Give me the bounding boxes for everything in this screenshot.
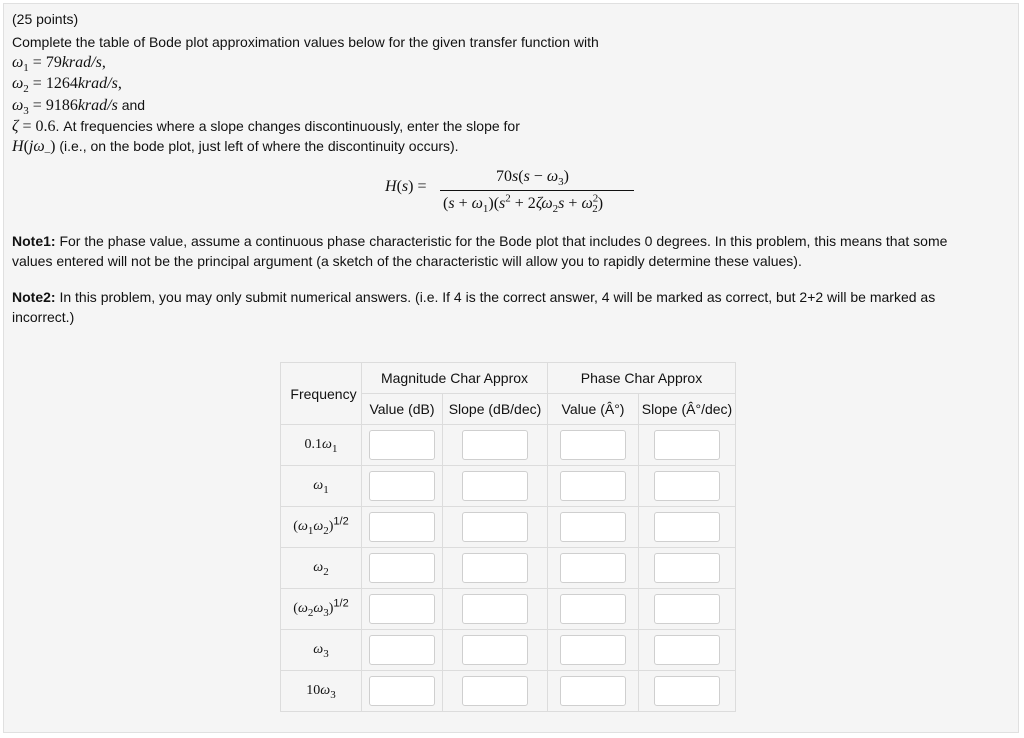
mag-value-input[interactable] bbox=[369, 676, 435, 706]
phase-slope-input[interactable] bbox=[654, 430, 720, 460]
freq-label-0p1-omega1: $0.1\omega_1$ bbox=[281, 425, 362, 466]
phase-value-input[interactable] bbox=[560, 676, 626, 706]
exponent-half: 1/2 bbox=[333, 515, 349, 528]
mag-slope-input[interactable] bbox=[462, 430, 528, 460]
transfer-function-lhs: H(s) = bbox=[385, 178, 427, 195]
table-row bbox=[281, 507, 736, 548]
phase-header: Phase Char Approx bbox=[548, 363, 736, 394]
omega1-value: 79 bbox=[45, 54, 62, 71]
mag-slope-input[interactable] bbox=[462, 594, 528, 624]
note2-label: Note2: bbox=[12, 289, 56, 305]
phase-slope-header: Slope (Â°/dec) bbox=[639, 394, 736, 425]
magnitude-header: Magnitude Char Approx bbox=[362, 363, 548, 394]
fraction-bar bbox=[440, 190, 634, 191]
phase-value-input[interactable] bbox=[560, 430, 626, 460]
mag-slope-input[interactable] bbox=[462, 635, 528, 665]
omega2-definition: $\omega_2$ = 1264krad/s, bbox=[12, 75, 122, 96]
slope-note-2: (i.e., on the bode plot, just left of where the discontinuity occurs). bbox=[55, 138, 459, 154]
exponent-half: 1/2 bbox=[333, 597, 349, 610]
freq-label-omega3: $\omega_3$ bbox=[281, 630, 362, 671]
mag-slope-input[interactable] bbox=[462, 553, 528, 583]
phase-slope-input[interactable] bbox=[654, 594, 720, 624]
bode-table bbox=[280, 362, 736, 712]
omega2-unit: krad/s bbox=[77, 75, 118, 92]
phase-value-input[interactable] bbox=[560, 594, 626, 624]
freq-label-sqrt-omega2-omega3: $(\omega_2\omega_3)^{1/2}$ bbox=[281, 589, 362, 630]
transfer-function-denominator: $(s + \omega_1)(s^2 + 2\zeta\omega_2s + \omega^2_2)$ bbox=[443, 192, 604, 216]
mag-value-input[interactable] bbox=[369, 553, 435, 583]
table-row bbox=[281, 466, 736, 507]
freq-label-omega2: $\omega_2$ bbox=[281, 548, 362, 589]
mag-value-header: Value (dB) bbox=[362, 394, 443, 425]
numerator-coef: 70 bbox=[496, 168, 512, 185]
phase-slope-input[interactable] bbox=[654, 512, 720, 542]
omega1-unit: krad/s bbox=[61, 54, 102, 71]
omega2-value: 1264 bbox=[45, 75, 78, 92]
mag-slope-header: Slope (dB/dec) bbox=[443, 394, 548, 425]
phase-value-input[interactable] bbox=[560, 512, 626, 542]
zeta-definition: ζ = 0.6. At frequencies where a slope changes discontinuously, enter the slope for bbox=[12, 118, 520, 135]
phase-slope-input[interactable] bbox=[654, 471, 720, 501]
and-text: and bbox=[117, 97, 146, 113]
mag-value-input[interactable] bbox=[369, 512, 435, 542]
table-row bbox=[281, 548, 736, 589]
mag-value-input[interactable] bbox=[369, 430, 435, 460]
h-jw-note: $H(j\omega_-)$ (i.e., on the bode plot, just left of where the discontinuity occurs). bbox=[12, 138, 459, 159]
slope-note: . At frequencies where a slope changes discontinuously, enter the slope for bbox=[55, 118, 520, 134]
phase-slope-input[interactable] bbox=[654, 676, 720, 706]
phase-value-header: Value (Â°) bbox=[548, 394, 639, 425]
freq-prefix: 10 bbox=[306, 683, 321, 698]
phase-value-input[interactable] bbox=[560, 635, 626, 665]
note2-text-1: In this problem, you may only submit numerical answers. (i.e. If 4 is the correct answer, 4 will be marked as correct, but 2+2 will be marked as bbox=[55, 289, 936, 305]
frequency-header: Frequency bbox=[281, 363, 362, 425]
mag-value-input[interactable] bbox=[369, 635, 435, 665]
freq-prefix: 0.1 bbox=[304, 437, 323, 452]
table-row bbox=[281, 425, 736, 466]
mag-slope-input[interactable] bbox=[462, 471, 528, 501]
phase-value-input[interactable] bbox=[560, 553, 626, 583]
phase-slope-input[interactable] bbox=[654, 635, 720, 665]
mag-slope-input[interactable] bbox=[462, 512, 528, 542]
omega3-definition: $\omega_3$ = 9186krad/s and bbox=[12, 97, 146, 118]
freq-label-omega1: $\omega_1$ bbox=[281, 466, 362, 507]
freq-label-10-omega3: $10\omega_3$ bbox=[281, 671, 362, 712]
omega1-definition: $\omega_1$ = 79krad/s, bbox=[12, 54, 106, 75]
table-row bbox=[281, 630, 736, 671]
omega3-unit: krad/s bbox=[77, 97, 118, 114]
phase-value-input[interactable] bbox=[560, 471, 626, 501]
transfer-function-numerator: $70s(s - \omega_3)$ bbox=[496, 168, 569, 189]
note1-line1 bbox=[12, 232, 947, 250]
note2-line1 bbox=[12, 288, 935, 306]
freq-label-sqrt-omega1-omega2: $(\omega_1\omega_2)^{1/2}$ bbox=[281, 507, 362, 548]
mag-value-input[interactable] bbox=[369, 471, 435, 501]
note1-text-1: For the phase value, assume a continuous phase characteristic for the Bode plot that includes 0 degrees. In this problem, this means that some bbox=[55, 233, 948, 249]
mag-value-input[interactable] bbox=[369, 594, 435, 624]
table-row bbox=[281, 589, 736, 630]
mag-slope-input[interactable] bbox=[462, 676, 528, 706]
note1-label: Note1: bbox=[12, 233, 56, 249]
phase-slope-input[interactable] bbox=[654, 553, 720, 583]
intro-text: Complete the table of Bode plot approximation values below for the given transfer function with bbox=[12, 34, 599, 50]
omega3-value: 9186 bbox=[45, 97, 78, 114]
zeta-value: 0.6 bbox=[35, 118, 56, 135]
note1-line2: values entered will not be the principal argument (a sketch of the characteristic will allow you to rapidly determine these values). bbox=[12, 253, 802, 269]
note2-line2: incorrect.) bbox=[12, 309, 75, 325]
table-row bbox=[281, 671, 736, 712]
points-label: (25 points) bbox=[12, 11, 79, 27]
